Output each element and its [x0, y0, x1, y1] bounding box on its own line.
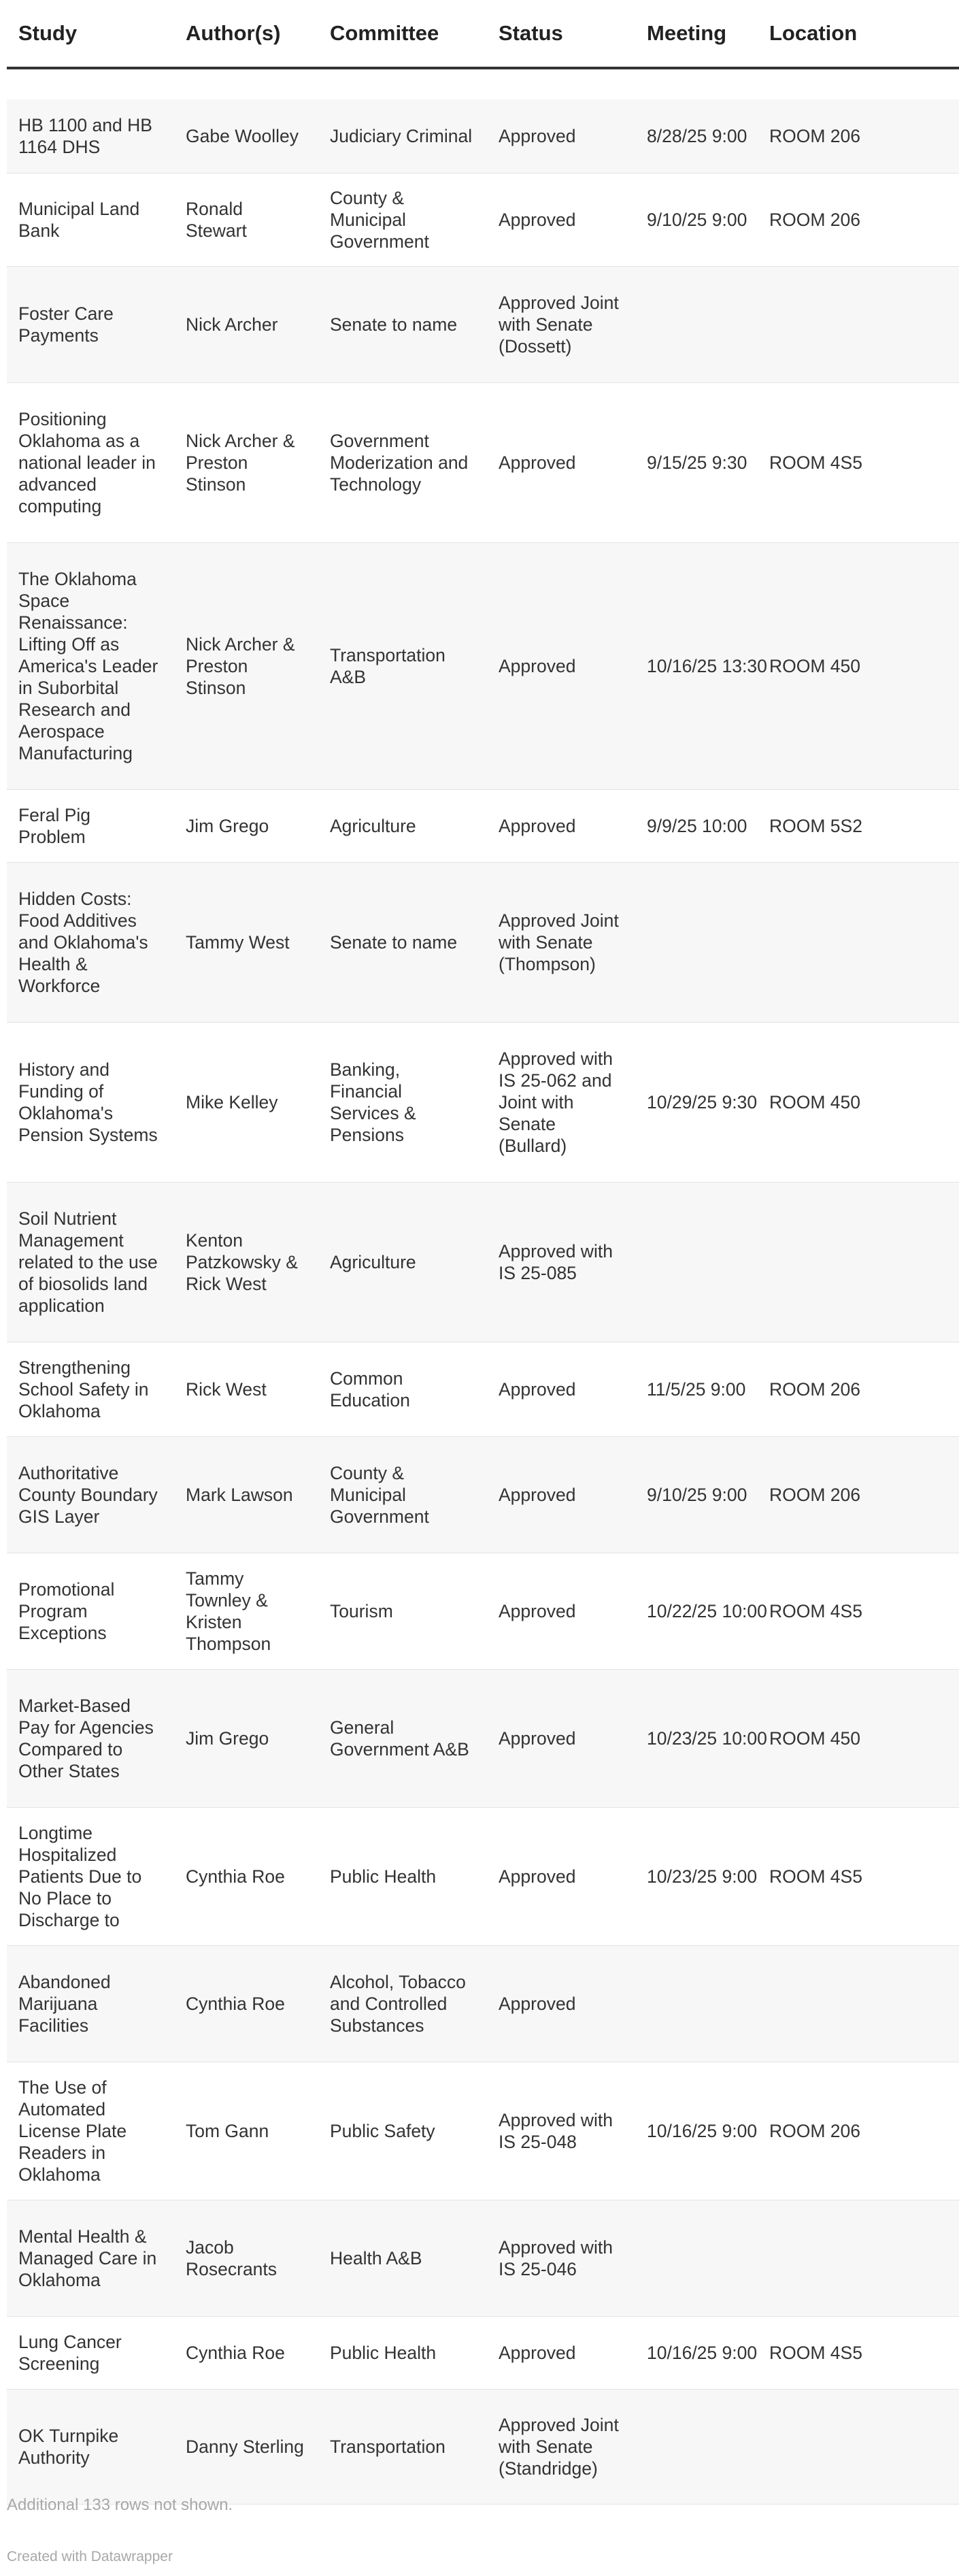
- cell-meeting: 10/23/25 9:00: [635, 1808, 758, 1946]
- cell-status: Approved: [487, 383, 635, 543]
- cell-study: Promotional Program Exceptions: [7, 1553, 174, 1670]
- cell-committee: Senate to name: [318, 267, 487, 383]
- cell-status: Approved: [487, 1670, 635, 1808]
- cell-authors: Ronald Stewart: [174, 174, 318, 267]
- table-row: [7, 267, 959, 383]
- cell-study: Feral Pig Problem: [7, 790, 174, 863]
- cell-study: HB 1100 and HB 1164 DHS: [7, 99, 174, 174]
- cell-location: ROOM 206: [758, 1437, 959, 1553]
- cell-meeting: [635, 1946, 758, 2062]
- table-row: [7, 1183, 959, 1342]
- cell-authors: Nick Archer & Preston Stinson: [174, 383, 318, 543]
- cell-committee: Judiciary Criminal: [318, 99, 487, 174]
- cell-study: Authoritative County Boundary GIS Layer: [7, 1437, 174, 1553]
- table-row: [7, 2317, 959, 2390]
- cell-location: ROOM 450: [758, 1670, 959, 1808]
- cell-status: Approved Joint with Senate (Thompson): [487, 863, 635, 1023]
- column-header-location[interactable]: Location: [758, 0, 959, 68]
- cell-study: Longtime Hospitalized Patients Due to No Place to Discharge to: [7, 1808, 174, 1946]
- cell-study: Hidden Costs: Food Additives and Oklahoma's Health & Workforce: [7, 863, 174, 1023]
- cell-meeting: 8/28/25 9:00: [635, 99, 758, 174]
- cell-authors: Mark Lawson: [174, 1437, 318, 1553]
- cell-status: Approved: [487, 1437, 635, 1553]
- cell-status: Approved: [487, 1808, 635, 1946]
- cell-committee: Public Safety: [318, 2062, 487, 2200]
- cell-location: ROOM 450: [758, 1023, 959, 1183]
- table-viewport[interactable]: [7, 0, 862, 2505]
- cell-committee: Government Moderization and Technology: [318, 383, 487, 543]
- cell-location: ROOM 4S5: [758, 383, 959, 543]
- table-row: [7, 2062, 959, 2200]
- table-row: [7, 2390, 959, 2505]
- cell-meeting: 10/29/25 9:30: [635, 1023, 758, 1183]
- cell-study: OK Turnpike Authority: [7, 2390, 174, 2505]
- cell-study: Foster Care Payments: [7, 267, 174, 383]
- cell-committee: Agriculture: [318, 790, 487, 863]
- cell-status: Approved: [487, 174, 635, 267]
- cell-location: [758, 2390, 959, 2505]
- column-header-committee[interactable]: Committee: [318, 0, 487, 68]
- cell-authors: Nick Archer: [174, 267, 318, 383]
- cell-location: ROOM 206: [758, 2062, 959, 2200]
- cell-meeting: 9/9/25 10:00: [635, 790, 758, 863]
- table-body: [7, 68, 959, 2505]
- column-header-authors[interactable]: Author(s): [174, 0, 318, 68]
- cell-status: Approved Joint with Senate (Dossett): [487, 267, 635, 383]
- cell-status: Approved with IS 25-062 and Joint with Senate (Bullard): [487, 1023, 635, 1183]
- cell-status: Approved with IS 25-046: [487, 2200, 635, 2317]
- cell-authors: Kenton Patzkowsky & Rick West: [174, 1183, 318, 1342]
- cell-status: Approved: [487, 2317, 635, 2390]
- cell-location: [758, 1183, 959, 1342]
- table-row: [7, 174, 959, 267]
- cell-authors: Rick West: [174, 1342, 318, 1437]
- cell-location: ROOM 5S2: [758, 790, 959, 863]
- cell-committee: Transportation A&B: [318, 543, 487, 790]
- table-row: [7, 863, 959, 1023]
- cell-authors: Jacob Rosecrants: [174, 2200, 318, 2317]
- cell-authors: Danny Sterling: [174, 2390, 318, 2505]
- column-header-study[interactable]: Study: [7, 0, 174, 68]
- cell-meeting: [635, 2390, 758, 2505]
- cell-status: Approved: [487, 1342, 635, 1437]
- cell-committee: Public Health: [318, 2317, 487, 2390]
- cell-meeting: [635, 2200, 758, 2317]
- cell-location: [758, 267, 959, 383]
- cell-status: Approved: [487, 1946, 635, 2062]
- cell-committee: County & Municipal Government: [318, 174, 487, 267]
- cell-status: Approved: [487, 543, 635, 790]
- cell-committee: Alcohol, Tobacco and Controlled Substances: [318, 1946, 487, 2062]
- cell-study: Positioning Oklahoma as a national leader in advanced computing: [7, 383, 174, 543]
- table-row: [7, 1946, 959, 2062]
- cell-meeting: 9/15/25 9:30: [635, 383, 758, 543]
- cell-location: [758, 1946, 959, 2062]
- cell-study: Mental Health & Managed Care in Oklahoma: [7, 2200, 174, 2317]
- cell-study: Abandoned Marijuana Facilities: [7, 1946, 174, 2062]
- cell-study: Market-Based Pay for Agencies Compared to Other States: [7, 1670, 174, 1808]
- cell-meeting: 11/5/25 9:00: [635, 1342, 758, 1437]
- cell-authors: Jim Grego: [174, 1670, 318, 1808]
- cell-meeting: 10/23/25 10:00: [635, 1670, 758, 1808]
- cell-status: Approved: [487, 790, 635, 863]
- cell-location: ROOM 450: [758, 543, 959, 790]
- cell-location: ROOM 206: [758, 99, 959, 174]
- cell-authors: Tammy Townley & Kristen Thompson: [174, 1553, 318, 1670]
- cell-location: ROOM 4S5: [758, 1808, 959, 1946]
- cell-study: The Use of Automated License Plate Readers in Oklahoma: [7, 2062, 174, 2200]
- table-row: [7, 790, 959, 863]
- cell-authors: Gabe Woolley: [174, 99, 318, 174]
- cell-authors: Cynthia Roe: [174, 1808, 318, 1946]
- cell-status: Approved with IS 25-085: [487, 1183, 635, 1342]
- cell-committee: Public Health: [318, 1808, 487, 1946]
- table-row: [7, 1808, 959, 1946]
- cell-location: ROOM 206: [758, 1342, 959, 1437]
- table-row: [7, 1553, 959, 1670]
- cell-committee: Common Education: [318, 1342, 487, 1437]
- table-row: [7, 1670, 959, 1808]
- cell-study: History and Funding of Oklahoma's Pension Systems: [7, 1023, 174, 1183]
- studies-table: [7, 0, 959, 2505]
- cell-study: Strengthening School Safety in Oklahoma: [7, 1342, 174, 1437]
- cell-study: Municipal Land Bank: [7, 174, 174, 267]
- cell-location: [758, 863, 959, 1023]
- cell-location: ROOM 4S5: [758, 1553, 959, 1670]
- cell-study: The Oklahoma Space Renaissance: Lifting Off as America's Leader in Suborbital Research and Aerospace Manufacturing: [7, 543, 174, 790]
- cell-authors: Jim Grego: [174, 790, 318, 863]
- table-row: [7, 2200, 959, 2317]
- table-row: [7, 383, 959, 543]
- table-header-row: [7, 0, 959, 68]
- table-row: [7, 1023, 959, 1183]
- cell-authors: Mike Kelley: [174, 1023, 318, 1183]
- cell-committee: General Government A&B: [318, 1670, 487, 1808]
- cell-status: Approved with IS 25-048: [487, 2062, 635, 2200]
- cell-committee: County & Municipal Government: [318, 1437, 487, 1553]
- table-row: [7, 1437, 959, 1553]
- column-header-status[interactable]: Status: [487, 0, 635, 68]
- cell-location: [758, 2200, 959, 2317]
- cell-status: Approved: [487, 99, 635, 174]
- cell-study: Soil Nutrient Management related to the use of biosolids land application: [7, 1183, 174, 1342]
- cell-meeting: 10/16/25 13:30: [635, 543, 758, 790]
- column-header-meeting[interactable]: Meeting: [635, 0, 758, 68]
- cell-committee: Transportation: [318, 2390, 487, 2505]
- table-row: [7, 99, 959, 174]
- cell-authors: Tammy West: [174, 863, 318, 1023]
- cell-committee: Health A&B: [318, 2200, 487, 2317]
- cell-authors: Cynthia Roe: [174, 2317, 318, 2390]
- cell-committee: Banking, Financial Services & Pensions: [318, 1023, 487, 1183]
- cell-meeting: [635, 267, 758, 383]
- cell-meeting: [635, 863, 758, 1023]
- cell-location: ROOM 4S5: [758, 2317, 959, 2390]
- table-row: [7, 1342, 959, 1437]
- cell-meeting: 9/10/25 9:00: [635, 174, 758, 267]
- cell-meeting: 10/16/25 9:00: [635, 2317, 758, 2390]
- cell-authors: Cynthia Roe: [174, 1946, 318, 2062]
- cell-study: Lung Cancer Screening: [7, 2317, 174, 2390]
- cell-authors: Tom Gann: [174, 2062, 318, 2200]
- cell-meeting: [635, 1183, 758, 1342]
- cell-committee: Agriculture: [318, 1183, 487, 1342]
- cell-status: Approved Joint with Senate (Standridge): [487, 2390, 635, 2505]
- cell-committee: Tourism: [318, 1553, 487, 1670]
- datawrapper-credit: Created with Datawrapper: [7, 2549, 173, 2564]
- cell-status: Approved: [487, 1553, 635, 1670]
- cell-meeting: 10/22/25 10:00: [635, 1553, 758, 1670]
- cell-authors: Nick Archer & Preston Stinson: [174, 543, 318, 790]
- table-row: [7, 543, 959, 790]
- cell-committee: Senate to name: [318, 863, 487, 1023]
- cell-meeting: 10/16/25 9:00: [635, 2062, 758, 2200]
- cell-meeting: 9/10/25 9:00: [635, 1437, 758, 1553]
- cell-location: ROOM 206: [758, 174, 959, 267]
- header-spacer: [7, 68, 959, 99]
- rows-not-shown-note: Additional 133 rows not shown.: [7, 2496, 233, 2514]
